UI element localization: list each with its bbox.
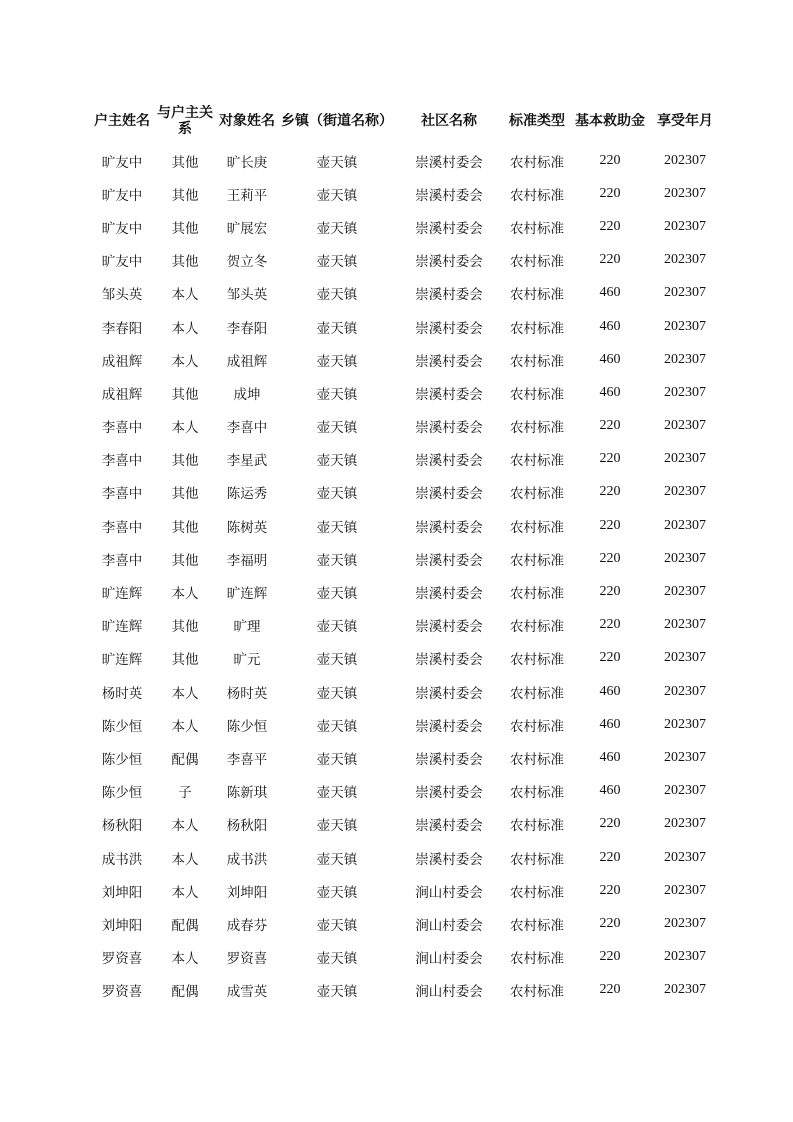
cell-basic-relief: 220	[599, 949, 621, 965]
cell-recipient-name: 成春芬	[226, 917, 268, 934]
cell-basic-relief: 460	[599, 716, 621, 732]
cell-recipient-name: 杨时英	[226, 685, 268, 702]
cell-benefit-month: 202307	[664, 218, 706, 234]
cell-basic-relief: 460	[599, 384, 621, 400]
cell-householder-name: 罗资喜	[101, 951, 143, 968]
cell-township: 壶天镇	[316, 718, 358, 735]
cell-benefit-month: 202307	[664, 318, 706, 334]
cell-householder-name: 杨时英	[101, 685, 143, 702]
cell-recipient-name: 成雪英	[226, 984, 268, 1001]
cell-householder-name: 旷连辉	[101, 652, 143, 669]
cell-householder-name: 旷友中	[101, 154, 143, 171]
cell-township: 壶天镇	[316, 453, 358, 470]
cell-recipient-name: 李喜平	[226, 751, 268, 768]
cell-standard-type: 农村标准	[510, 187, 564, 204]
cell-community: 崇溪村委会	[415, 320, 483, 337]
cell-benefit-month: 202307	[664, 949, 706, 965]
cell-community: 崇溪村委会	[415, 519, 483, 536]
cell-relationship: 本人	[171, 884, 199, 901]
cell-recipient-name: 成书洪	[226, 851, 268, 868]
cell-benefit-month: 202307	[664, 185, 706, 201]
header-householder-name: 户主姓名	[94, 113, 150, 129]
cell-community: 涧山村委会	[415, 917, 483, 934]
cell-householder-name: 成祖辉	[101, 386, 143, 403]
cell-recipient-name: 成坤	[233, 386, 261, 403]
cell-township: 壶天镇	[316, 386, 358, 403]
cell-standard-type: 农村标准	[510, 154, 564, 171]
cell-benefit-month: 202307	[664, 982, 706, 998]
table-row	[90, 675, 722, 708]
cell-standard-type: 农村标准	[510, 884, 564, 901]
cell-community: 崇溪村委会	[415, 751, 483, 768]
cell-benefit-month: 202307	[664, 584, 706, 600]
cell-recipient-name: 旷展宏	[226, 220, 268, 237]
cell-basic-relief: 220	[599, 451, 621, 467]
cell-township: 壶天镇	[316, 552, 358, 569]
cell-recipient-name: 成祖辉	[226, 353, 268, 370]
cell-township: 壶天镇	[316, 353, 358, 370]
cell-relationship: 配偶	[171, 984, 199, 1001]
cell-basic-relief: 220	[599, 617, 621, 633]
table-row	[90, 144, 722, 177]
cell-benefit-month: 202307	[664, 783, 706, 799]
cell-householder-name: 李喜中	[101, 552, 143, 569]
cell-householder-name: 旷友中	[101, 220, 143, 237]
cell-recipient-name: 李福明	[226, 552, 268, 569]
cell-recipient-name: 陈树英	[226, 519, 268, 536]
cell-benefit-month: 202307	[664, 550, 706, 566]
cell-relationship: 其他	[171, 486, 199, 503]
table-row	[90, 542, 722, 575]
cell-relationship: 本人	[171, 353, 199, 370]
cell-basic-relief: 220	[599, 218, 621, 234]
relief-table	[90, 98, 722, 1007]
table-row	[90, 476, 722, 509]
cell-community: 崇溪村委会	[415, 287, 483, 304]
cell-standard-type: 农村标准	[510, 685, 564, 702]
cell-benefit-month: 202307	[664, 285, 706, 301]
cell-township: 壶天镇	[316, 254, 358, 271]
header-relationship: 与户主关系	[157, 105, 213, 137]
cell-standard-type: 农村标准	[510, 320, 564, 337]
cell-community: 崇溪村委会	[415, 785, 483, 802]
cell-householder-name: 陈少恒	[101, 718, 143, 735]
cell-benefit-month: 202307	[664, 683, 706, 699]
cell-benefit-month: 202307	[664, 816, 706, 832]
table-row	[90, 941, 722, 974]
cell-community: 崇溪村委会	[415, 619, 483, 636]
cell-benefit-month: 202307	[664, 152, 706, 168]
cell-relationship: 本人	[171, 818, 199, 835]
cell-community: 崇溪村委会	[415, 187, 483, 204]
cell-community: 崇溪村委会	[415, 353, 483, 370]
cell-township: 壶天镇	[316, 917, 358, 934]
table-row	[90, 575, 722, 608]
cell-recipient-name: 贺立冬	[226, 254, 268, 271]
cell-benefit-month: 202307	[664, 915, 706, 931]
cell-standard-type: 农村标准	[510, 287, 564, 304]
table-row	[90, 177, 722, 210]
cell-benefit-month: 202307	[664, 484, 706, 500]
cell-township: 壶天镇	[316, 984, 358, 1001]
cell-township: 壶天镇	[316, 420, 358, 437]
cell-basic-relief: 460	[599, 318, 621, 334]
cell-standard-type: 农村标准	[510, 718, 564, 735]
table-row	[90, 708, 722, 741]
cell-recipient-name: 李星武	[226, 453, 268, 470]
cell-community: 涧山村委会	[415, 984, 483, 1001]
cell-township: 壶天镇	[316, 785, 358, 802]
cell-relationship: 本人	[171, 287, 199, 304]
cell-relationship: 子	[178, 785, 192, 802]
cell-benefit-month: 202307	[664, 517, 706, 533]
cell-benefit-month: 202307	[664, 418, 706, 434]
table-row	[90, 841, 722, 874]
cell-township: 壶天镇	[316, 851, 358, 868]
cell-standard-type: 农村标准	[510, 984, 564, 1001]
cell-benefit-month: 202307	[664, 849, 706, 865]
table-row	[90, 609, 722, 642]
cell-township: 壶天镇	[316, 586, 358, 603]
cell-householder-name: 成书洪	[101, 851, 143, 868]
table-row	[90, 741, 722, 774]
cell-basic-relief: 220	[599, 584, 621, 600]
cell-standard-type: 农村标准	[510, 519, 564, 536]
cell-householder-name: 旷友中	[101, 187, 143, 204]
cell-relationship: 本人	[171, 586, 199, 603]
cell-community: 崇溪村委会	[415, 652, 483, 669]
cell-relationship: 本人	[171, 320, 199, 337]
cell-relationship: 其他	[171, 619, 199, 636]
cell-householder-name: 旷连辉	[101, 586, 143, 603]
cell-township: 壶天镇	[316, 154, 358, 171]
cell-township: 壶天镇	[316, 220, 358, 237]
table-row	[90, 310, 722, 343]
cell-relationship: 本人	[171, 420, 199, 437]
cell-basic-relief: 460	[599, 783, 621, 799]
cell-householder-name: 旷友中	[101, 254, 143, 271]
cell-recipient-name: 旷理	[233, 619, 261, 636]
cell-community: 崇溪村委会	[415, 718, 483, 735]
cell-basic-relief: 220	[599, 882, 621, 898]
cell-benefit-month: 202307	[664, 716, 706, 732]
cell-relationship: 其他	[171, 386, 199, 403]
cell-basic-relief: 220	[599, 484, 621, 500]
cell-township: 壶天镇	[316, 187, 358, 204]
cell-recipient-name: 李喜中	[226, 420, 268, 437]
cell-basic-relief: 220	[599, 915, 621, 931]
cell-standard-type: 农村标准	[510, 751, 564, 768]
cell-householder-name: 刘坤阳	[101, 917, 143, 934]
cell-standard-type: 农村标准	[510, 420, 564, 437]
table-body	[90, 144, 722, 1007]
cell-relationship: 其他	[171, 453, 199, 470]
cell-relationship: 本人	[171, 851, 199, 868]
cell-relationship: 配偶	[171, 751, 199, 768]
cell-community: 崇溪村委会	[415, 851, 483, 868]
cell-householder-name: 罗资喜	[101, 984, 143, 1001]
cell-householder-name: 邹头英	[101, 287, 143, 304]
cell-community: 崇溪村委会	[415, 486, 483, 503]
cell-relationship: 本人	[171, 685, 199, 702]
cell-recipient-name: 杨秋阳	[226, 818, 268, 835]
cell-recipient-name: 刘坤阳	[226, 884, 268, 901]
table-row	[90, 210, 722, 243]
cell-standard-type: 农村标准	[510, 818, 564, 835]
cell-basic-relief: 220	[599, 152, 621, 168]
cell-benefit-month: 202307	[664, 252, 706, 268]
cell-householder-name: 成祖辉	[101, 353, 143, 370]
cell-township: 壶天镇	[316, 619, 358, 636]
cell-relationship: 其他	[171, 254, 199, 271]
cell-township: 壶天镇	[316, 818, 358, 835]
table-row	[90, 343, 722, 376]
cell-relationship: 本人	[171, 951, 199, 968]
cell-recipient-name: 李春阳	[226, 320, 268, 337]
cell-standard-type: 农村标准	[510, 254, 564, 271]
cell-benefit-month: 202307	[664, 351, 706, 367]
cell-township: 壶天镇	[316, 320, 358, 337]
table-row	[90, 443, 722, 476]
cell-standard-type: 农村标准	[510, 552, 564, 569]
cell-relationship: 其他	[171, 552, 199, 569]
cell-recipient-name: 陈新琪	[226, 785, 268, 802]
cell-standard-type: 农村标准	[510, 220, 564, 237]
cell-township: 壶天镇	[316, 951, 358, 968]
cell-basic-relief: 220	[599, 517, 621, 533]
cell-township: 壶天镇	[316, 519, 358, 536]
cell-township: 壶天镇	[316, 287, 358, 304]
cell-community: 涧山村委会	[415, 951, 483, 968]
cell-householder-name: 刘坤阳	[101, 884, 143, 901]
cell-relationship: 其他	[171, 187, 199, 204]
cell-relationship: 其他	[171, 519, 199, 536]
cell-basic-relief: 460	[599, 351, 621, 367]
cell-recipient-name: 旷元	[233, 652, 261, 669]
cell-relationship: 本人	[171, 718, 199, 735]
cell-benefit-month: 202307	[664, 882, 706, 898]
cell-householder-name: 李喜中	[101, 420, 143, 437]
header-recipient-name: 对象姓名	[219, 113, 275, 129]
cell-standard-type: 农村标准	[510, 851, 564, 868]
cell-benefit-month: 202307	[664, 617, 706, 633]
cell-basic-relief: 220	[599, 550, 621, 566]
cell-community: 崇溪村委会	[415, 420, 483, 437]
cell-community: 崇溪村委会	[415, 220, 483, 237]
cell-recipient-name: 旷长庚	[226, 154, 268, 171]
cell-community: 崇溪村委会	[415, 154, 483, 171]
cell-community: 崇溪村委会	[415, 386, 483, 403]
cell-standard-type: 农村标准	[510, 586, 564, 603]
cell-standard-type: 农村标准	[510, 386, 564, 403]
table-row	[90, 974, 722, 1007]
table-row	[90, 907, 722, 940]
cell-township: 壶天镇	[316, 486, 358, 503]
cell-householder-name: 李喜中	[101, 453, 143, 470]
cell-community: 崇溪村委会	[415, 818, 483, 835]
cell-township: 壶天镇	[316, 685, 358, 702]
cell-basic-relief: 460	[599, 683, 621, 699]
cell-basic-relief: 460	[599, 285, 621, 301]
cell-community: 崇溪村委会	[415, 254, 483, 271]
cell-benefit-month: 202307	[664, 650, 706, 666]
cell-standard-type: 农村标准	[510, 652, 564, 669]
cell-standard-type: 农村标准	[510, 951, 564, 968]
cell-recipient-name: 王莉平	[226, 187, 268, 204]
cell-community: 崇溪村委会	[415, 685, 483, 702]
header-standard-type: 标准类型	[509, 113, 565, 129]
table-row	[90, 874, 722, 907]
header-community: 社区名称	[421, 113, 477, 129]
header-basic-relief: 基本救助金	[575, 113, 645, 129]
cell-basic-relief: 220	[599, 185, 621, 201]
cell-householder-name: 杨秋阳	[101, 818, 143, 835]
cell-basic-relief: 460	[599, 749, 621, 765]
table-header-row	[90, 98, 722, 144]
cell-relationship: 配偶	[171, 917, 199, 934]
cell-householder-name: 陈少恒	[101, 785, 143, 802]
cell-householder-name: 李春阳	[101, 320, 143, 337]
cell-benefit-month: 202307	[664, 749, 706, 765]
cell-recipient-name: 陈少恒	[226, 718, 268, 735]
cell-basic-relief: 220	[599, 849, 621, 865]
table-row	[90, 277, 722, 310]
cell-community: 崇溪村委会	[415, 453, 483, 470]
cell-recipient-name: 罗资喜	[226, 951, 268, 968]
cell-relationship: 其他	[171, 220, 199, 237]
cell-householder-name: 旷连辉	[101, 619, 143, 636]
header-benefit-month: 享受年月	[657, 113, 713, 129]
cell-relationship: 其他	[171, 652, 199, 669]
cell-township: 壶天镇	[316, 652, 358, 669]
cell-standard-type: 农村标准	[510, 453, 564, 470]
cell-householder-name: 李喜中	[101, 519, 143, 536]
table-row	[90, 410, 722, 443]
cell-recipient-name: 邹头英	[226, 287, 268, 304]
cell-relationship: 其他	[171, 154, 199, 171]
cell-community: 崇溪村委会	[415, 586, 483, 603]
cell-benefit-month: 202307	[664, 384, 706, 400]
cell-recipient-name: 陈运秀	[226, 486, 268, 503]
table-row	[90, 642, 722, 675]
table-row	[90, 376, 722, 409]
cell-community: 涧山村委会	[415, 884, 483, 901]
cell-standard-type: 农村标准	[510, 486, 564, 503]
table-row	[90, 244, 722, 277]
cell-standard-type: 农村标准	[510, 785, 564, 802]
cell-recipient-name: 旷连辉	[226, 586, 268, 603]
cell-township: 壶天镇	[316, 884, 358, 901]
cell-basic-relief: 220	[599, 418, 621, 434]
cell-standard-type: 农村标准	[510, 619, 564, 636]
header-township: 乡镇（街道名称）	[281, 113, 393, 129]
table-row	[90, 808, 722, 841]
cell-standard-type: 农村标准	[510, 917, 564, 934]
cell-standard-type: 农村标准	[510, 353, 564, 370]
cell-basic-relief: 220	[599, 650, 621, 666]
cell-basic-relief: 220	[599, 252, 621, 268]
table-row	[90, 509, 722, 542]
cell-householder-name: 李喜中	[101, 486, 143, 503]
cell-benefit-month: 202307	[664, 451, 706, 467]
cell-basic-relief: 220	[599, 816, 621, 832]
cell-householder-name: 陈少恒	[101, 751, 143, 768]
cell-township: 壶天镇	[316, 751, 358, 768]
cell-basic-relief: 220	[599, 982, 621, 998]
cell-community: 崇溪村委会	[415, 552, 483, 569]
table-row	[90, 775, 722, 808]
